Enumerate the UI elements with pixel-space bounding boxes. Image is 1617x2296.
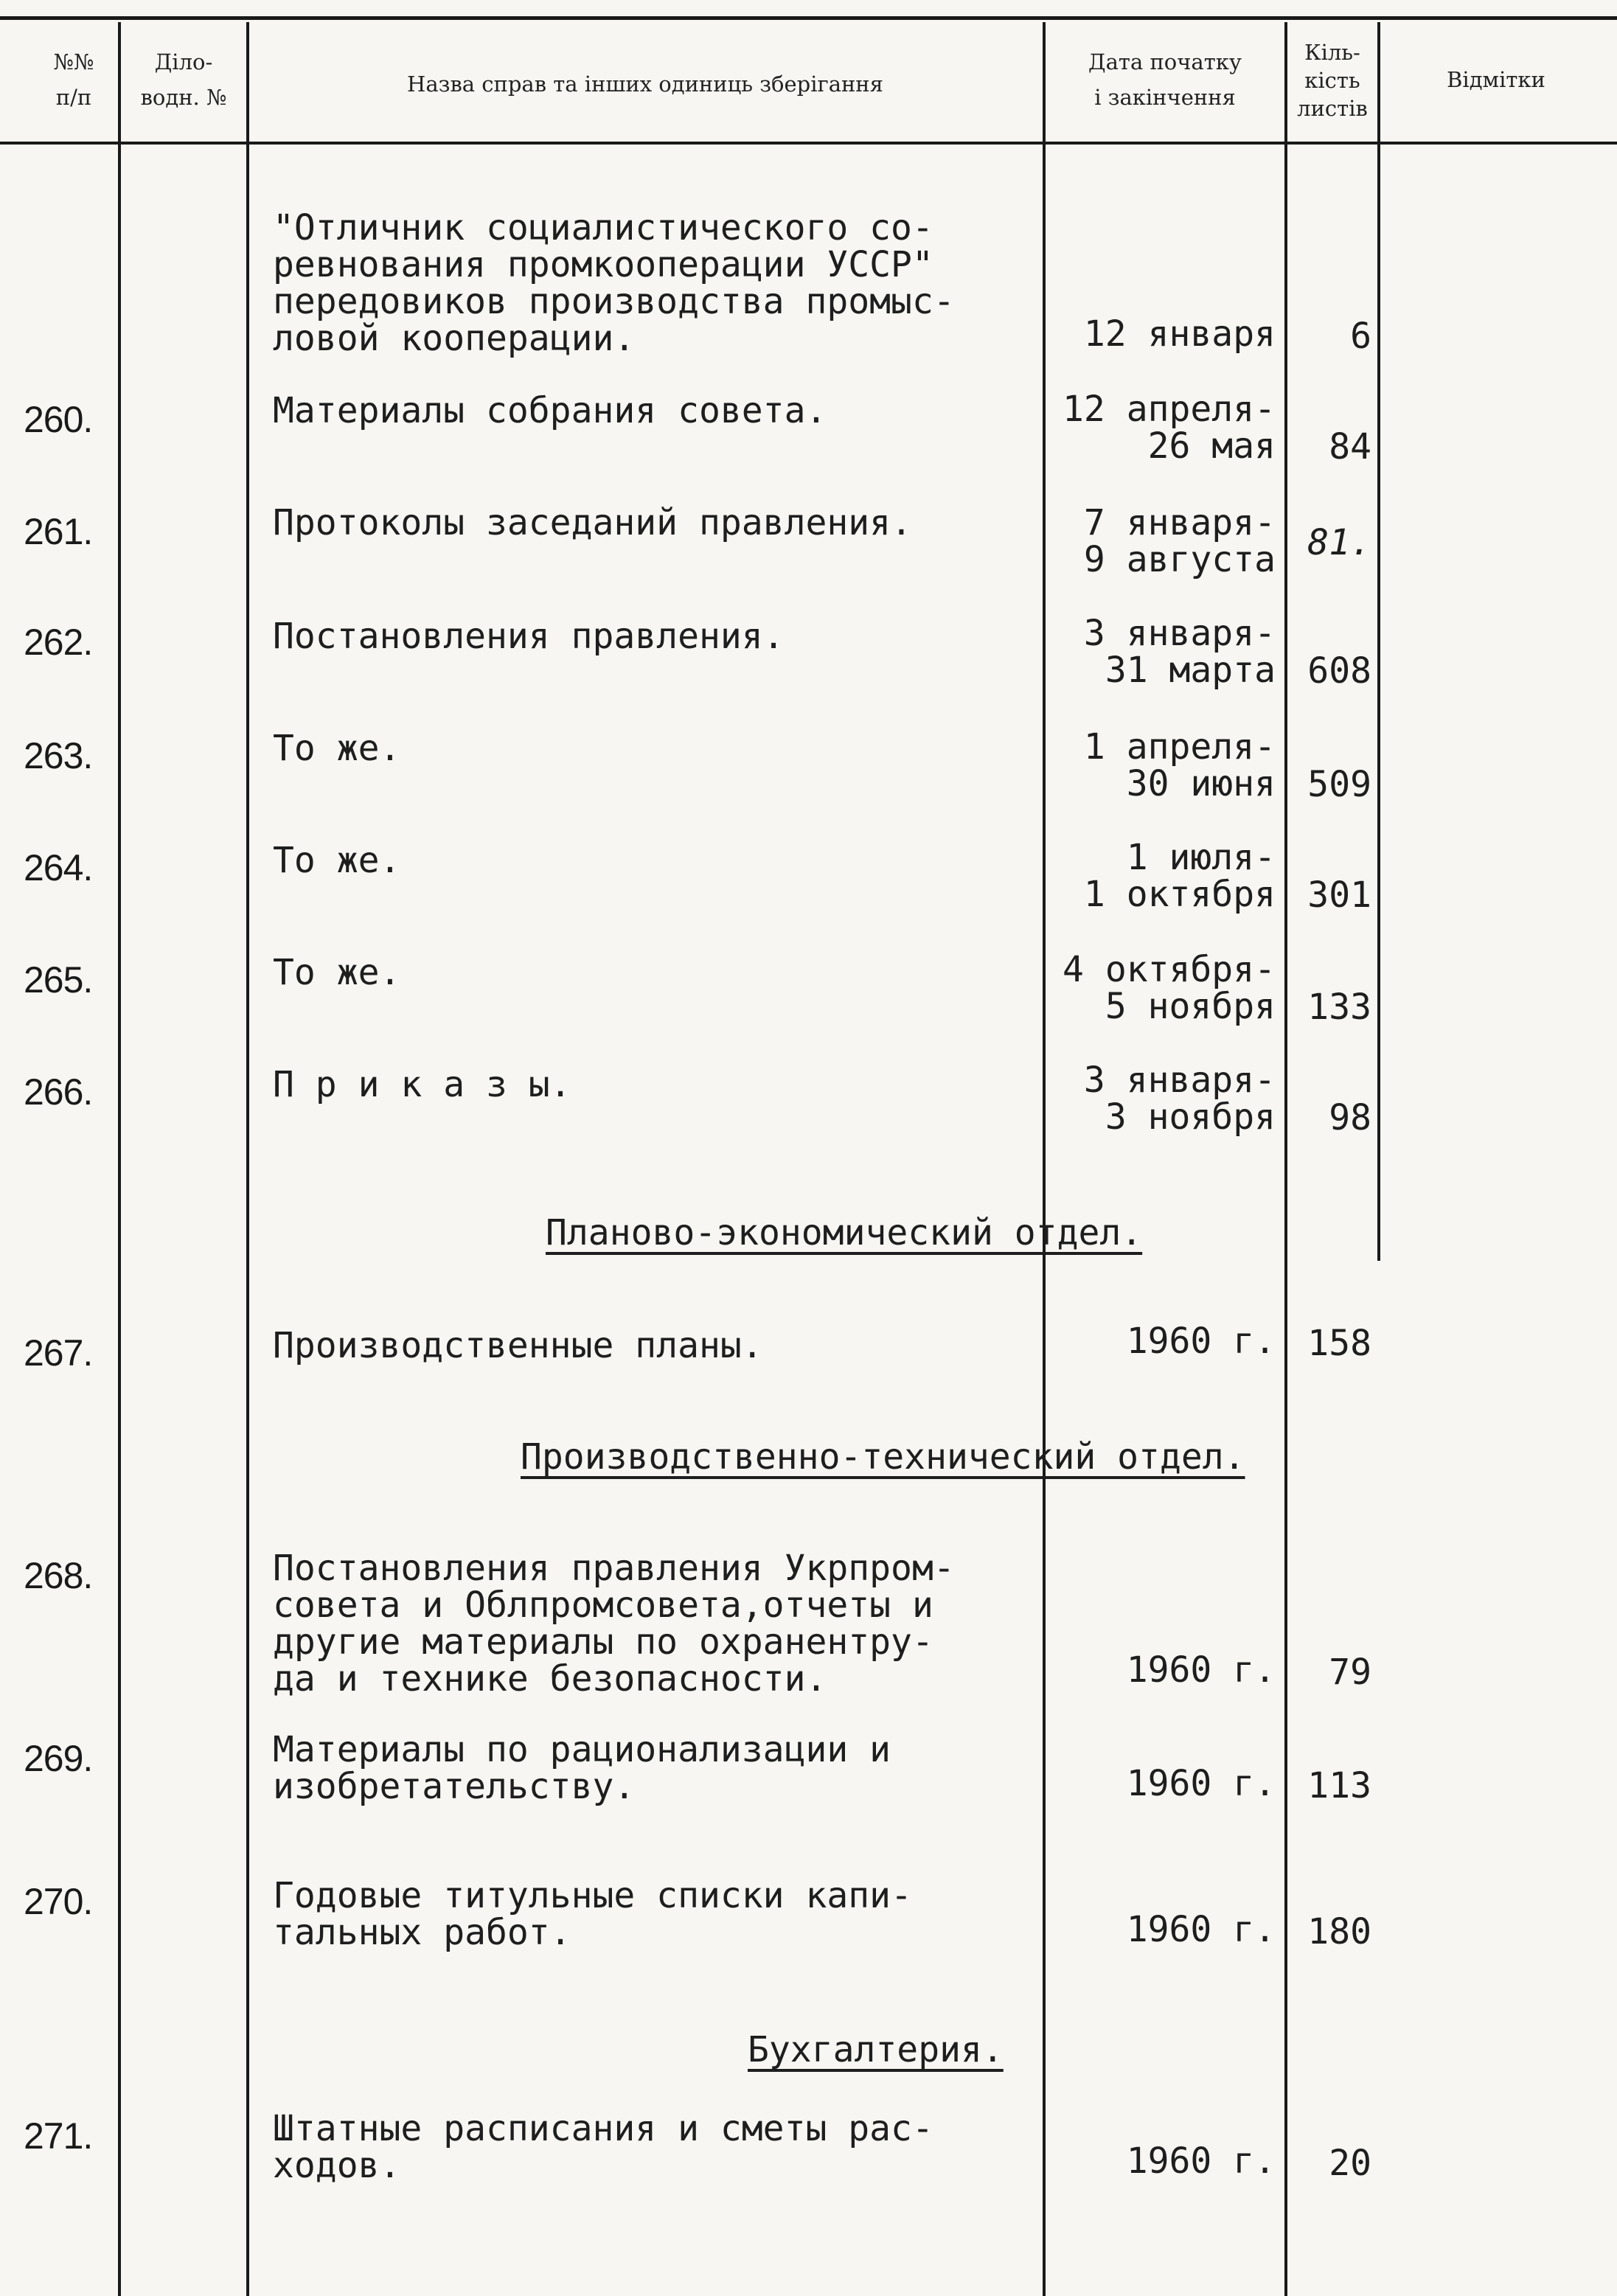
header-col-num: №№ п/п — [53, 49, 94, 110]
entry-dates: 7 января- 9 августа — [1083, 502, 1276, 580]
entry-dates: 1960 г. — [1126, 2140, 1276, 2182]
col-divider-4 — [1284, 22, 1287, 2296]
entry-title: "Отличник социалистического со- ревнования промкооперации УССР" передовиков производства промыс- ловой кооперации. — [273, 207, 955, 359]
col-divider-3 — [1043, 22, 1046, 2296]
entry-number: 269. — [24, 1738, 93, 1779]
entry-number: 266. — [24, 1071, 93, 1113]
col-divider-2 — [246, 22, 249, 2296]
entry-sheets: 81. — [1307, 522, 1371, 563]
top-rule — [0, 16, 1617, 20]
entry-sheets: 79 — [1329, 1652, 1371, 1693]
entry-title: То же. — [273, 840, 401, 881]
entry-sheets: 158 — [1307, 1323, 1371, 1364]
section-heading-production: Производственно-технический отдел. — [521, 1436, 1245, 1478]
entry-sheets: 98 — [1329, 1097, 1371, 1138]
entry-sheets: 180 — [1307, 1911, 1371, 1952]
col-divider-1 — [118, 22, 121, 2296]
entry-sheets: 301 — [1307, 874, 1371, 916]
col-divider-5 — [1377, 22, 1380, 1261]
entry-dates: 1960 г. — [1126, 1909, 1276, 1950]
header-col-notes: Відмітки — [1447, 67, 1545, 92]
entry-number: 260. — [24, 399, 93, 440]
header-col-title: Назва справ та інших одиниць зберігання — [407, 72, 883, 97]
entry-number: 264. — [24, 847, 93, 888]
entry-number: 263. — [24, 735, 93, 776]
entry-title: То же. — [273, 728, 401, 769]
entry-dates: 3 января- 3 ноября — [1083, 1060, 1276, 1138]
header-col-sheets: Кіль- кість листів — [1297, 40, 1368, 121]
section-heading-accounting: Бухгалтерия. — [748, 2029, 1004, 2070]
entry-dates: 12 января — [1083, 313, 1276, 355]
entry-title: Производственные планы. — [273, 1325, 763, 1366]
entry-title: То же. — [273, 952, 401, 993]
entry-sheets: 133 — [1307, 987, 1371, 1028]
entry-dates: 1 апреля- 30 июня — [1083, 726, 1276, 804]
entry-sheets: 20 — [1329, 2143, 1371, 2184]
entry-sheets: 6 — [1350, 316, 1371, 357]
entry-dates: 4 октября- 5 ноября — [1063, 949, 1276, 1027]
entry-title: Материалы собрания совета. — [273, 390, 827, 431]
entry-number: 268. — [24, 1555, 93, 1596]
entry-number: 262. — [24, 622, 93, 663]
header-col-dates: Дата початку і закінчення — [1088, 49, 1242, 110]
entry-dates: 3 января- 31 марта — [1083, 613, 1276, 691]
entry-dates: 1960 г. — [1126, 1321, 1276, 1362]
entry-sheets: 608 — [1307, 650, 1371, 692]
entry-number: 270. — [24, 1881, 93, 1922]
entry-number: 271. — [24, 2115, 93, 2157]
entry-title: Годовые титульные списки капи- тальных работ. — [273, 1875, 912, 1953]
entry-title: Протоколы заседаний правления. — [273, 502, 912, 543]
entry-title: Штатные расписания и сметы рас- ходов. — [273, 2108, 933, 2186]
entry-sheets: 113 — [1307, 1765, 1371, 1806]
section-heading-planning: Планово-экономический отдел. — [546, 1212, 1143, 1253]
entry-title: П р и к а з ы. — [273, 1064, 571, 1105]
entry-number: 265. — [24, 959, 93, 1001]
entry-sheets: 509 — [1307, 764, 1371, 805]
entry-dates: 1960 г. — [1126, 1649, 1276, 1691]
entry-dates: 1 июля- 1 октября — [1083, 837, 1276, 915]
entry-sheets: 84 — [1329, 426, 1371, 467]
header-bottom-rule — [0, 142, 1617, 145]
entry-title: Постановления правления Укрпром- совета и Облпромсовета,отчеты и другие материалы по охранентру- да и технике безопасности. — [273, 1548, 955, 1700]
entry-dates: 1960 г. — [1126, 1763, 1276, 1804]
entry-dates: 12 апреля- 26 мая — [1063, 389, 1276, 467]
entry-title: Материалы по рационализации и изобретательству. — [273, 1729, 891, 1807]
header-col-office: Діло- водн. № — [140, 49, 227, 110]
entry-title: Постановления правления. — [273, 616, 785, 657]
entry-number: 261. — [24, 511, 93, 552]
entry-number: 267. — [24, 1332, 93, 1374]
